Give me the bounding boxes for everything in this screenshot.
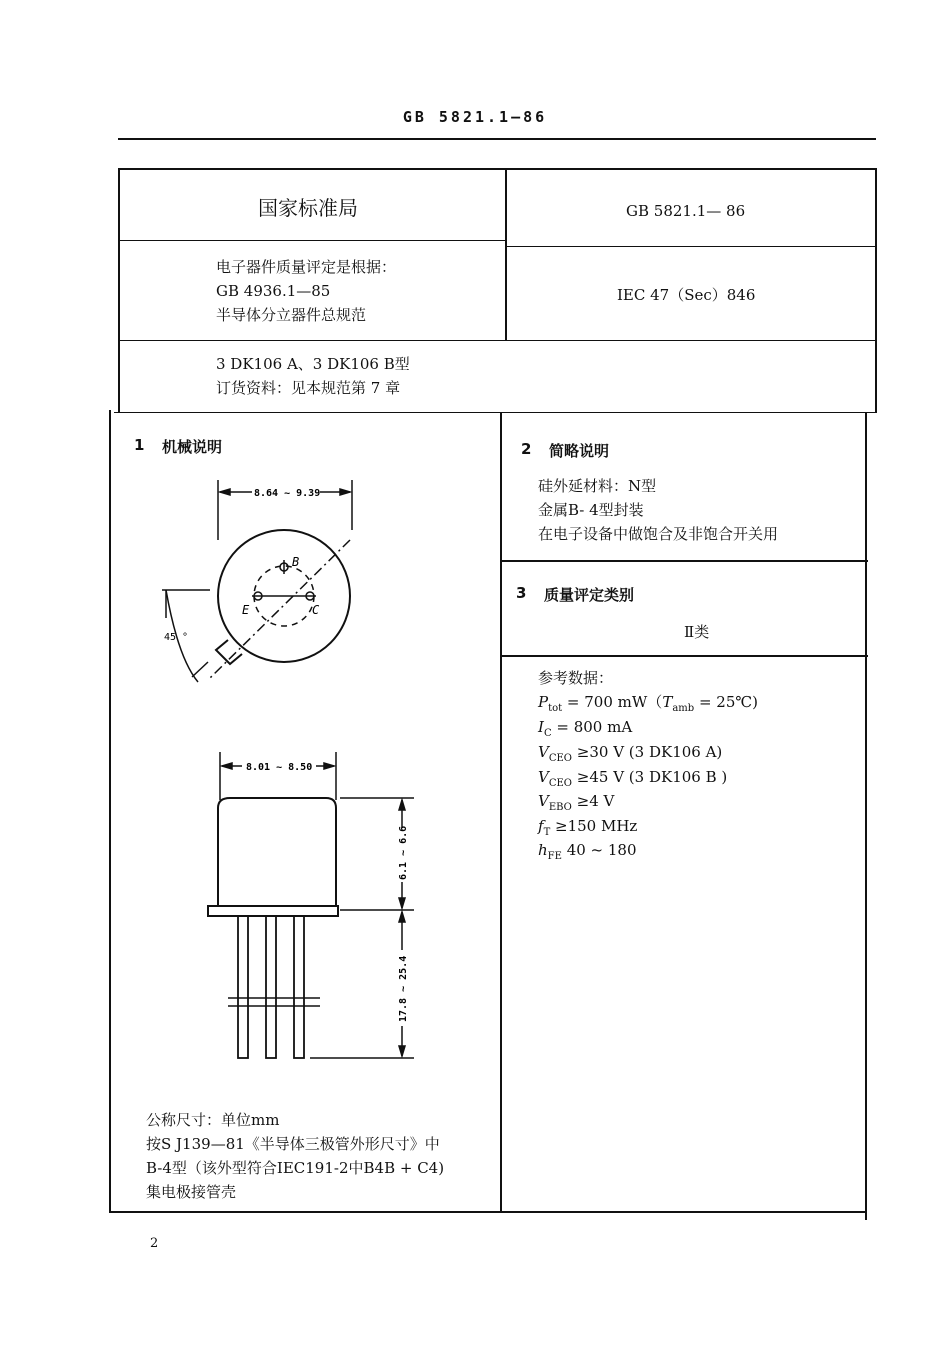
ic-value: = 800 mA	[551, 718, 633, 736]
sec1-number: 1	[134, 436, 145, 454]
arrowhead	[324, 763, 334, 769]
vceo-b-subscript: CEO	[548, 778, 572, 789]
ref-title: 参考数据：	[538, 669, 614, 687]
vceo-a-value: ≥30 V (3 DK106 A)	[572, 743, 723, 761]
vceo-a-subscript: CEO	[548, 753, 572, 764]
table-border-bottom	[109, 1211, 867, 1213]
dim-top-label: 8.64 ~ 9.39	[254, 488, 321, 499]
ic-subscript: C	[543, 728, 552, 739]
lead-middle	[266, 916, 276, 1058]
table-border-left	[118, 168, 120, 412]
note-line-4: 集电极接管壳	[146, 1183, 237, 1201]
hfe-symbol: h	[538, 841, 548, 859]
sec1-title: 机械说明	[162, 438, 223, 456]
ptot-subscript: tot	[548, 703, 563, 714]
table-border-right	[875, 168, 877, 413]
vebo-value: ≥4 V	[571, 792, 615, 810]
dim-h1-label: 6.1 ~ 6.6	[398, 825, 409, 880]
arrowhead	[340, 489, 350, 495]
hfe-subscript: FE	[547, 851, 562, 862]
note-line-2: 按S J139—81《半导体三极管外形尺寸》中	[146, 1135, 440, 1153]
note-line-1: 公称尺寸：单位mm	[146, 1111, 280, 1129]
basis-line-1: 电子器件质量评定是根据：	[216, 258, 397, 276]
sec3-title: 质量评定类别	[544, 586, 635, 604]
basis-line-2: GB 4936.1—85	[216, 282, 331, 300]
sec2-line-1: 硅外延材料：N型	[538, 477, 657, 495]
basis-line-3: 半导体分立器件总规范	[216, 306, 367, 324]
tab-axis	[210, 540, 350, 678]
vebo-symbol: V	[538, 792, 549, 810]
row2-divider	[118, 340, 876, 341]
ordering-info: 订货资料：见本规范第 7 章	[216, 379, 401, 397]
sec2-title: 简略说明	[549, 442, 610, 460]
dim-h2-label: 17.8 ~ 25.4	[398, 955, 409, 1022]
row1-divider-right	[506, 246, 876, 247]
pin-c-label: C	[312, 603, 320, 617]
arrowhead	[220, 489, 230, 495]
column-divider-top	[505, 168, 507, 341]
row3-divider	[114, 412, 876, 413]
table-border-top	[118, 168, 876, 170]
ref-hfe	[538, 838, 637, 869]
angle-leader	[192, 662, 208, 677]
vceo-b-symbol: V	[538, 768, 549, 786]
tamb-value: = 25℃)	[694, 693, 759, 711]
ic-symbol: I	[538, 718, 544, 736]
dim-side-label: 8.01 ~ 8.50	[246, 762, 313, 773]
page-number: 2	[150, 1236, 159, 1251]
lead-right	[294, 916, 304, 1058]
angle-label: 45 °	[164, 632, 189, 643]
sec2-divider	[500, 560, 868, 562]
iec-reference: IEC 47（Sec）846	[617, 286, 756, 304]
ft-subscript: T	[543, 827, 551, 838]
sec2-number: 2	[521, 440, 532, 458]
column-divider-bottom	[500, 412, 502, 1212]
arrowhead	[399, 1046, 405, 1056]
can-flange	[208, 906, 338, 916]
standard-number: GB 5821.1— 86	[626, 202, 746, 220]
note-line-3: B-4型（该外型符合IEC191-2中B4B + C4)	[146, 1159, 445, 1177]
table-border-left-lower	[109, 410, 111, 1212]
arrowhead	[399, 800, 405, 810]
issuing-authority: 国家标准局	[258, 196, 358, 220]
quality-class: Ⅱ类	[684, 623, 710, 641]
ft-value: ≥150 MHz	[550, 817, 638, 835]
vceo-b-value: ≥45 V (3 DK106 B )	[572, 768, 728, 786]
can-body	[218, 798, 336, 905]
ft-symbol: f	[538, 817, 544, 835]
arrowhead	[222, 763, 232, 769]
row1-divider-left	[118, 240, 506, 241]
sec3-number: 3	[516, 584, 527, 602]
lead-left	[238, 916, 248, 1058]
device-types: 3 DK106 A、3 DK106 B型	[216, 355, 410, 373]
sec3-divider	[500, 655, 868, 657]
vebo-subscript: EBO	[548, 802, 572, 813]
pin-e-label: E	[242, 603, 250, 617]
arrowhead	[399, 912, 405, 922]
header-rule	[118, 138, 876, 140]
pin-b-label: B	[292, 555, 300, 569]
ptot-value: = 700 mW（	[562, 693, 663, 711]
sec2-line-3: 在电子设备中做饱合及非饱合开关用	[538, 525, 779, 543]
tamb-subscript: amb	[672, 703, 695, 714]
outline-drawing	[140, 470, 460, 1070]
sec2-line-2: 金属B- 4型封装	[538, 501, 644, 519]
tamb-symbol: T	[662, 693, 673, 711]
arrowhead	[399, 898, 405, 908]
vceo-a-symbol: V	[538, 743, 549, 761]
ptot-symbol: P	[538, 693, 549, 711]
table-border-right-lower	[865, 412, 867, 1220]
hfe-value: 40 ~ 180	[561, 841, 637, 859]
document-code: GB 5821.1—86	[402, 108, 548, 126]
